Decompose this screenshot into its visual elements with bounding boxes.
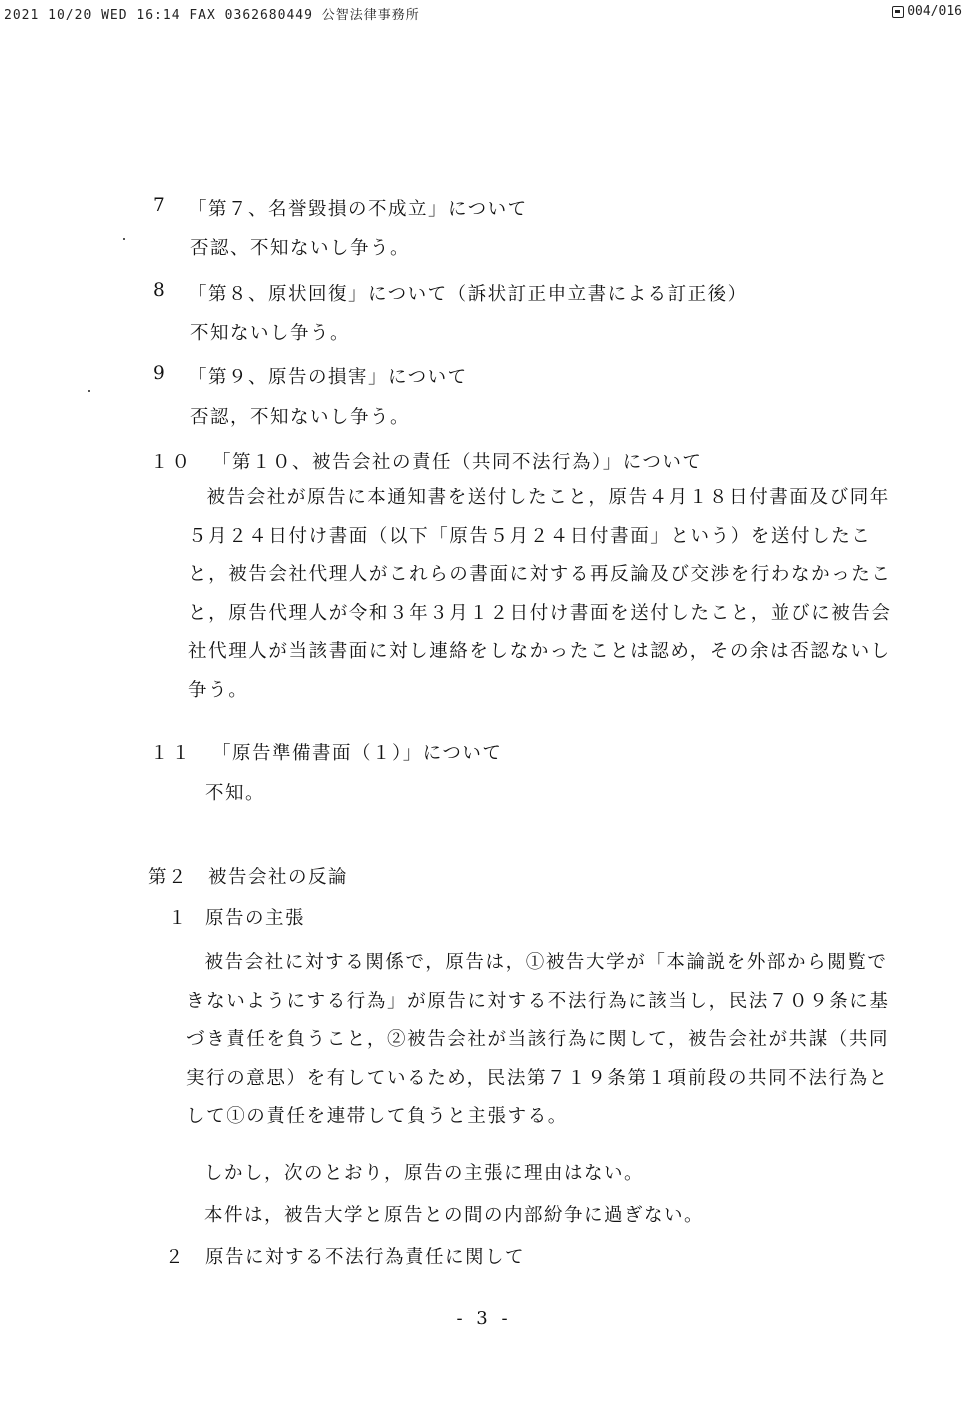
item-8-number: 8 <box>153 280 165 301</box>
scan-speck <box>123 238 125 240</box>
item-10-title: 「第１０、被告会社の責任（共同不法行為）」について <box>212 452 703 473</box>
fax-header <box>4 2 962 24</box>
item-10-number: １０ <box>150 452 194 473</box>
subsection-1-paragraph-3: 本件は，被告大学と原告との間の内部紛争に過ぎない。 <box>204 1205 705 1226</box>
subsection-1-title: 原告の主張 <box>205 908 306 929</box>
subsection-1-number: １ <box>168 908 187 929</box>
section-2-heading: 第２ 被告会社の反論 <box>148 867 349 888</box>
subsection-1-paragraph-1: 被告会社に対する関係で，原告は，①被告大学が「本論説を外部から閲覧できないようにする行為」が原告に対する不法行為に該当し，民法７０９条に基づき責任を負うこと，②被告会社が当該行為に関して，被告会社が共謀（共同実行の意思）を有しているため，民法第７１９条第１項前段の共同不法行為として①の責任を連帯して負うと主張する。 <box>186 952 890 1128</box>
item-8-body: 不知ないし争う。 <box>190 323 351 344</box>
subsection-2-title: 原告に対する不法行為責任に関して <box>205 1247 526 1268</box>
subsection-2-number: ２ <box>165 1247 184 1268</box>
fax-page-count: 004/016 <box>907 4 962 19</box>
item-11-title: 「原告準備書面（１）」について <box>212 743 503 764</box>
item-11-number: １１ <box>150 743 194 764</box>
item-9-number: 9 <box>153 363 165 384</box>
fax-icon <box>892 6 904 18</box>
item-8-title: 「第８、原状回復」について（訴状訂正申立書による訂正後） <box>188 284 748 305</box>
item-9-title: 「第９、原告の損害」について <box>188 367 468 388</box>
item-7-body: 否認、不知ないし争う。 <box>190 238 411 259</box>
item-11-body: 不知。 <box>205 783 266 804</box>
item-10-body: 被告会社が原告に本通知書を送付したこと，原告４月１８日付書面及び同年５月２４日付け書面（以下「原告５月２４日付書面」という）を送付したこと，被告会社代理人がこれらの書面に対する再反論及び交渉を行わなかったこと，原告代理人が令和３年３月１２日付け書面を送付したこと，並びに被告会社代理人が当該書面に対し連絡をしなかったことは認め，その余は否認ないし争う。 <box>188 487 892 701</box>
subsection-1-paragraph-2: しかし，次のとおり，原告の主張に理由はない。 <box>204 1163 645 1184</box>
item-7-number: 7 <box>153 195 165 216</box>
page-number: - 3 - <box>456 1308 512 1329</box>
fax-page-counter <box>892 4 962 19</box>
item-9-body: 否認，不知ないし争う。 <box>190 407 411 428</box>
scan-speck <box>88 390 90 392</box>
item-7-title: 「第７、名誉毀損の不成立」について <box>188 199 528 220</box>
fax-header-info: 2021 10/20 WED 16:14 FAX 0362680449 公智法律事務所 <box>4 8 420 23</box>
